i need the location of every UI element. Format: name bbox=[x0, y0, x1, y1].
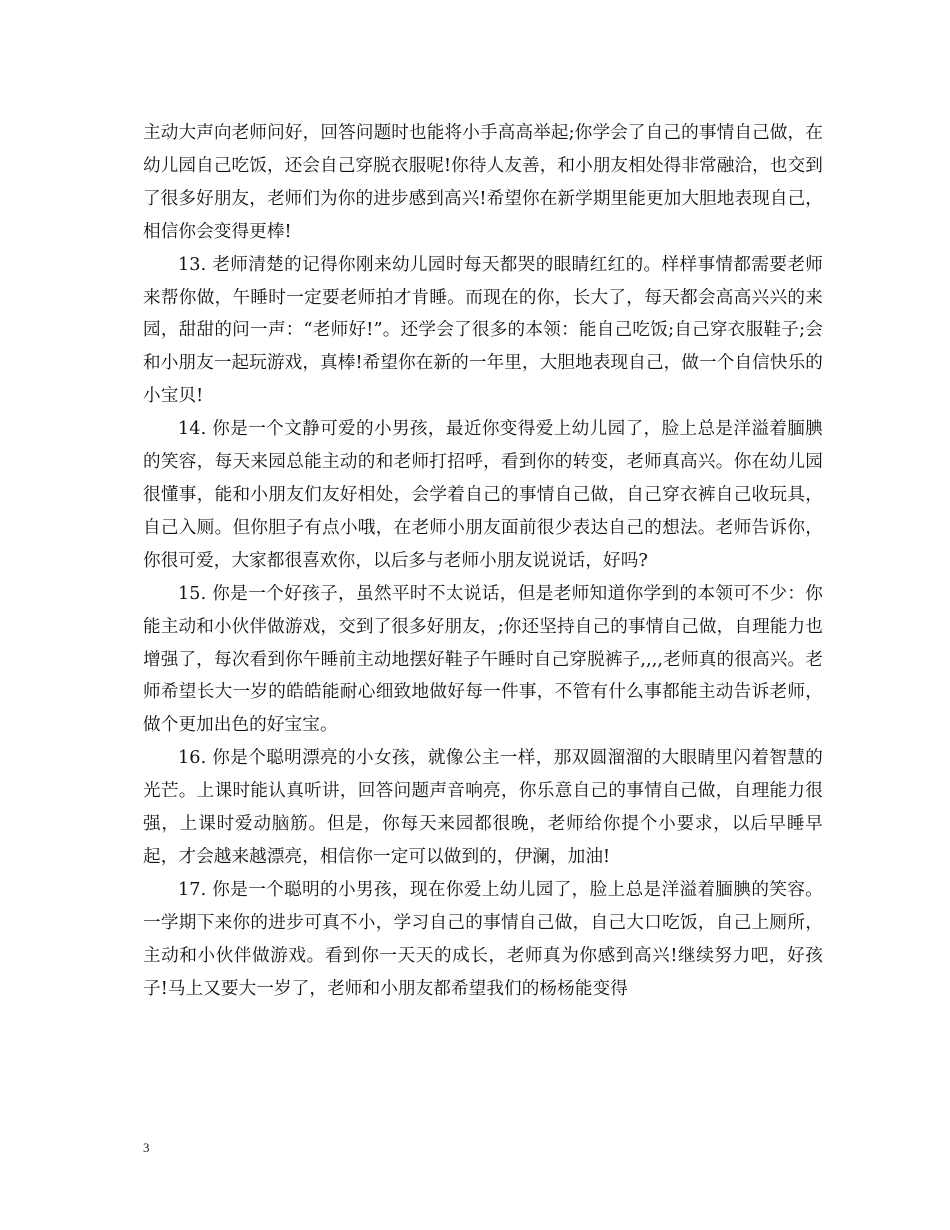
paragraph-17: 17. 你是一个聪明的小男孩，现在你爱上幼儿园了，脸上总是洋溢着腼腆的笑容。一学期下来你的进步可真不小，学习自己的事情自己做，自己大口吃饭，自己上厕所，主动和小伙伴做游戏。看到你一天天的成长，老师真为你感到高兴!继续努力吧，好孩子!马上又要大一岁了，老师和小朋友都希望我们的杨杨能变得 bbox=[143, 879, 823, 999]
paragraph-13: 13. 老师清楚的记得你刚来幼儿园时每天都哭的眼睛红红的。样样事情都需要老师来帮你做，午睡时一定要老师拍才肯睡。而现在的你，长大了，每天都会高高兴兴的来园，甜甜的问一声：“老师好!”。还学会了很多的本领：能自己吃饭;自己穿衣服鞋子;会和小朋友一起玩游戏，真棒!希望你在新的一年里，大胆地表现自己，做一个自信快乐的小宝贝! bbox=[143, 254, 823, 407]
body-text bbox=[143, 117, 823, 1005]
paragraph-continuation: 主动大声向老师问好，回答问题时也能将小手高高举起;你学会了自己的事情自己做，在幼儿园自己吃饭，还会自己穿脱衣服呢!你待人友善，和小朋友相处得非常融洽，也交到了很多好朋友，老师们为你的进步感到高兴!希望你在新学期里能更加大胆地表现自己，相信你会变得更棒! bbox=[143, 123, 823, 242]
paragraph-14: 14. 你是一个文静可爱的小男孩，最近你变得爱上幼儿园了，脸上总是洋溢着腼腆的笑容，每天来园总能主动的和老师打招呼，看到你的转变，老师真高兴。你在幼儿园很懂事，能和小朋友们友好相处，会学着自己的事情自己做，自己穿衣裤自己收玩具，自己入厕。但你胆子有点小哦，在老师小朋友面前很少表达自己的想法。老师告诉你，你很可爱，大家都很喜欢你，以后多与老师小朋友说说话，好吗? bbox=[143, 419, 823, 571]
page-number: 3 bbox=[143, 1140, 150, 1155]
paragraph-16: 16. 你是个聪明漂亮的小女孩，就像公主一样，那双圆溜溜的大眼睛里闪着智慧的光芒。上课时能认真听讲，回答问题声音响亮，你乐意自己的事情自己做，自理能力很强，上课时爱动脑筋。但是，你每天来园都很晚，老师给你提个小要求，以后早睡早起，才会越来越漂亮，相信你一定可以做到的，伊澜，加油! bbox=[143, 748, 823, 867]
paragraph-15: 15. 你是一个好孩子，虽然平时不太说话，但是老师知道你学到的本领可不少：你能主动和小伙伴做游戏，交到了很多好朋友，;你还坚持自己的事情自己做，自理能力也增强了，每次看到你午睡前主动地摆好鞋子午睡时自己穿脱裤子,,,,老师真的很高兴。老师希望长大一岁的皓皓能耐心细致地做好每一件事，不管有什么事都能主动告诉老师，做个更加出色的好宝宝。 bbox=[143, 583, 823, 736]
